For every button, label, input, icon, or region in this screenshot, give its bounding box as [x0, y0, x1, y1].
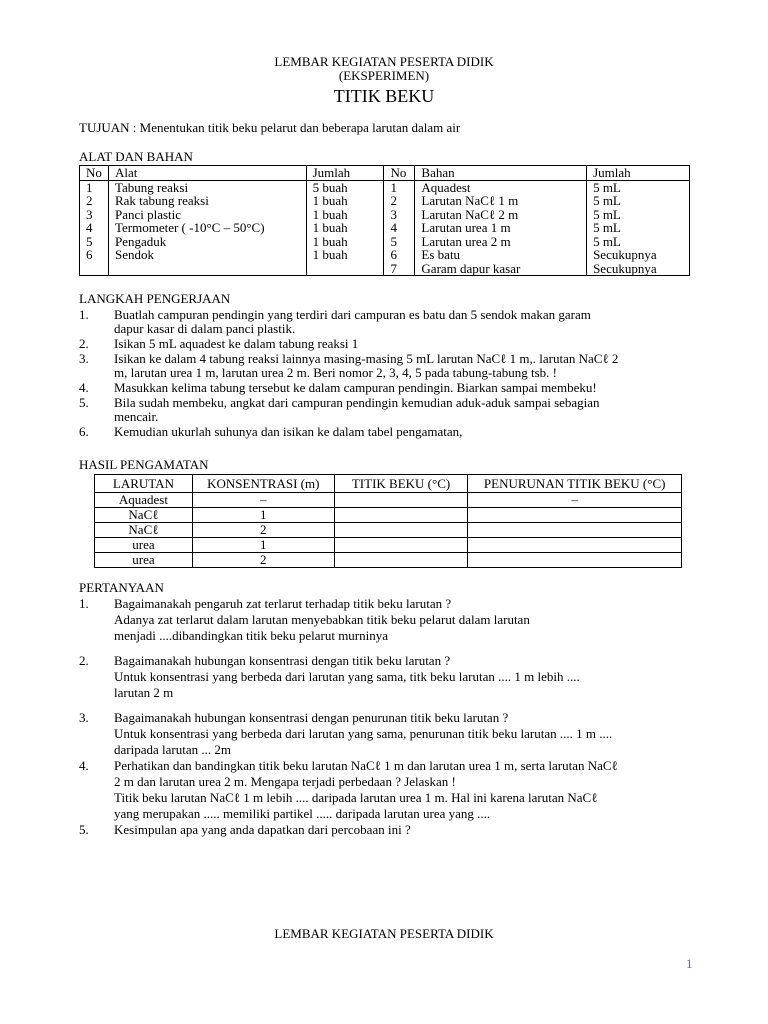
col-header: Jumlah: [587, 166, 690, 181]
table-row: [80, 235, 690, 249]
table-cell: [468, 538, 682, 553]
table-cell: 7: [384, 262, 415, 276]
table-cell: Aquadest: [95, 493, 193, 508]
item-line: Isikan ke dalam 4 tabung reaksi lainnya masing-masing 5 mL larutan NaCℓ 1 m,. larutan NaCℓ 2: [114, 351, 619, 366]
item-line: Kemudian ukurlah suhunya dan isikan ke dalam tabel pengamatan,: [114, 424, 463, 439]
table-cell: NaCℓ: [95, 523, 193, 538]
langkah-list: [79, 308, 699, 439]
table-cell: 1 buah: [306, 221, 384, 235]
table-cell: Larutan NaCℓ 1 m: [415, 194, 587, 208]
item-line: Kesimpulan apa yang anda dapatkan dari percobaan ini ?: [114, 822, 411, 837]
col-header: Alat: [108, 166, 306, 181]
col-header: No: [80, 166, 109, 181]
list-item: [79, 654, 699, 700]
table-cell: NaCℓ: [95, 508, 193, 523]
table-cell: Garam dapur kasar: [415, 262, 587, 276]
item-number: 3.: [79, 710, 89, 725]
item-line: Untuk konsentrasi yang berbeda dari larutan yang sama, penurunan titik beku larutan .... 1 m ....: [114, 726, 613, 741]
table-cell: 5 mL: [587, 235, 690, 249]
item-line: Adanya zat terlarut dalam larutan menyebabkan titik beku pelarut dalam larutan: [114, 612, 530, 627]
table-cell: 6: [384, 248, 415, 262]
col-header: Jumlah: [306, 166, 384, 181]
item-number: 5.: [79, 822, 89, 837]
table-cell: [334, 523, 468, 538]
table-cell: Pengaduk: [108, 235, 306, 249]
col-header: PENURUNAN TITIK BEKU (°C): [468, 475, 682, 493]
item-number: 4.: [79, 380, 89, 395]
item-line: daripada larutan ... 2m: [114, 742, 231, 757]
page-title: TITIK BEKU: [333, 86, 435, 106]
col-header: LARUTAN: [95, 475, 193, 493]
list-item: [79, 381, 699, 395]
table-row: [95, 508, 682, 523]
table-cell: [334, 493, 468, 508]
table-row: [95, 523, 682, 538]
table-cell: urea: [95, 538, 193, 553]
item-line: Bagaimanakah pengaruh zat terlarut terhadap titik beku larutan ?: [114, 596, 452, 611]
table-cell: Sendok: [108, 248, 306, 262]
header-line-1: LEMBAR KEGIATAN PESERTA DIDIK: [274, 54, 494, 69]
header-line-2: (EKSPERIMEN): [338, 68, 430, 83]
pertanyaan-heading: PERTANYAAN: [79, 580, 164, 595]
table-header-row: [80, 166, 690, 181]
alat-heading: ALAT DAN BAHAN: [79, 149, 193, 164]
item-line: Bila sudah membeku, angkat dari campuran pendingin kemudian aduk-aduk sampai sebagian: [114, 395, 600, 410]
table-cell: Rak tabung reaksi: [108, 194, 306, 208]
item-line: yang merupakan ..... memiliki partikel ..... daripada larutan urea yang ....: [114, 806, 491, 821]
table-cell: 5 buah: [306, 180, 384, 194]
item-line: 2 m dan larutan urea 2 m. Mengapa terjadi perbedaan ? Jelaskan !: [114, 774, 456, 789]
table-cell: 4: [384, 221, 415, 235]
table-row: [80, 262, 690, 276]
alat-bahan-table: [79, 165, 690, 276]
table-cell: 1 buah: [306, 194, 384, 208]
table-row: [95, 553, 682, 568]
table-cell: [468, 523, 682, 538]
table-cell: 1: [192, 538, 334, 553]
list-item: [79, 352, 699, 380]
item-line: Untuk konsentrasi yang berbeda dari larutan yang sama, titk beku larutan .... 1 m lebih ....: [114, 669, 580, 684]
item-number: 2.: [79, 653, 89, 668]
list-item: [79, 337, 699, 351]
table-cell: 5 mL: [587, 194, 690, 208]
pertanyaan-list: [79, 597, 699, 837]
table-cell: 5 mL: [587, 221, 690, 235]
item-line: m, larutan urea 1 m, larutan urea 2 m. Beri nomor 2, 3, 4, 5 pada tabung-tabung tsb. !: [114, 365, 557, 380]
table-cell: [334, 538, 468, 553]
table-row: [80, 208, 690, 222]
item-line: Masukkan kelima tabung tersebut ke dalam campuran pendingin. Biarkan sampai membeku!: [114, 380, 597, 395]
table-cell: 2: [384, 194, 415, 208]
table-cell: 2: [80, 194, 109, 208]
table-row: [95, 493, 682, 508]
item-number: 3.: [79, 351, 89, 366]
table-cell: [108, 262, 306, 276]
table-cell: 2: [192, 553, 334, 568]
col-header: TITIK BEKU (°C): [334, 475, 468, 493]
tujuan-text: TUJUAN : Menentukan titik beku pelarut dan beberapa larutan dalam air: [79, 120, 461, 135]
table-row: [80, 180, 690, 194]
list-item: [79, 711, 699, 757]
table-row: [80, 221, 690, 235]
list-item: [79, 823, 699, 837]
table-header-row: [95, 475, 682, 493]
page-number: 1: [686, 956, 693, 971]
item-line: Bagaimanakah hubungan konsentrasi dengan penurunan titik beku larutan ?: [114, 710, 509, 725]
item-number: 4.: [79, 758, 89, 773]
table-cell: –: [192, 493, 334, 508]
item-number: 6.: [79, 424, 89, 439]
item-line: mencair.: [114, 409, 159, 424]
table-cell: Larutan urea 2 m: [415, 235, 587, 249]
page-footer: LEMBAR KEGIATAN PESERTA DIDIK: [274, 926, 494, 941]
table-cell: [306, 262, 384, 276]
list-item: [79, 759, 699, 821]
item-line: Bagaimanakah hubungan konsentrasi dengan titik beku larutan ?: [114, 653, 451, 668]
table-row: [80, 194, 690, 208]
item-line: Perhatikan dan bandingkan titik beku larutan NaCℓ 1 m dan larutan urea 1 m, serta larutan NaCℓ: [114, 758, 618, 773]
table-cell: 1: [192, 508, 334, 523]
table-cell: 1 buah: [306, 235, 384, 249]
table-cell: 5: [80, 235, 109, 249]
table-cell: Tabung reaksi: [108, 180, 306, 194]
table-cell: 3: [384, 208, 415, 222]
table-cell: 1 buah: [306, 248, 384, 262]
item-line: Isikan 5 mL aquadest ke dalam tabung reaksi 1: [114, 336, 359, 351]
table-cell: Secukupnya: [587, 248, 690, 262]
item-number: 1.: [79, 596, 89, 611]
item-line: dapur kasar di dalam panci plastik.: [114, 321, 296, 336]
table-cell: –: [468, 493, 682, 508]
item-line: menjadi ....dibandingkan titik beku pelarut murninya: [114, 628, 389, 643]
item-number: 5.: [79, 395, 89, 410]
list-item: [79, 597, 699, 643]
item-number: 2.: [79, 336, 89, 351]
table-cell: Aquadest: [415, 180, 587, 194]
table-cell: 4: [80, 221, 109, 235]
table-cell: Larutan NaCℓ 2 m: [415, 208, 587, 222]
col-header: Bahan: [415, 166, 587, 181]
list-item: [79, 308, 699, 336]
table-cell: 1: [384, 180, 415, 194]
table-cell: [80, 262, 109, 276]
table-cell: urea: [95, 553, 193, 568]
item-line: Buatlah campuran pendingin yang terdiri dari campuran es batu dan 5 sendok makan garam: [114, 307, 591, 322]
table-cell: Secukupnya: [587, 262, 690, 276]
table-row: [95, 538, 682, 553]
list-item: [79, 396, 699, 424]
item-number: 1.: [79, 307, 89, 322]
table-cell: 5: [384, 235, 415, 249]
table-cell: Es batu: [415, 248, 587, 262]
table-cell: 5 mL: [587, 180, 690, 194]
langkah-heading: LANGKAH PENGERJAAN: [79, 291, 231, 306]
item-line: larutan 2 m: [114, 685, 174, 700]
col-header: No: [384, 166, 415, 181]
list-item: [79, 425, 699, 439]
item-line: Titik beku larutan NaCℓ 1 m lebih .... daripada larutan urea 1 m. Hal ini karena larutan NaCℓ: [114, 790, 598, 805]
table-cell: 3: [80, 208, 109, 222]
table-row: [80, 248, 690, 262]
table-cell: 6: [80, 248, 109, 262]
col-header: KONSENTRASI (m): [192, 475, 334, 493]
table-cell: 5 mL: [587, 208, 690, 222]
table-cell: 2: [192, 523, 334, 538]
table-cell: 1: [80, 180, 109, 194]
table-cell: [334, 553, 468, 568]
table-cell: [468, 553, 682, 568]
hasil-heading: HASIL PENGAMATAN: [79, 457, 209, 472]
table-cell: [334, 508, 468, 523]
table-cell: Larutan urea 1 m: [415, 221, 587, 235]
table-cell: Panci plastic: [108, 208, 306, 222]
table-cell: [468, 508, 682, 523]
hasil-table: [94, 474, 682, 568]
table-cell: 1 buah: [306, 208, 384, 222]
table-cell: Termometer ( -10°C – 50°C): [108, 221, 306, 235]
